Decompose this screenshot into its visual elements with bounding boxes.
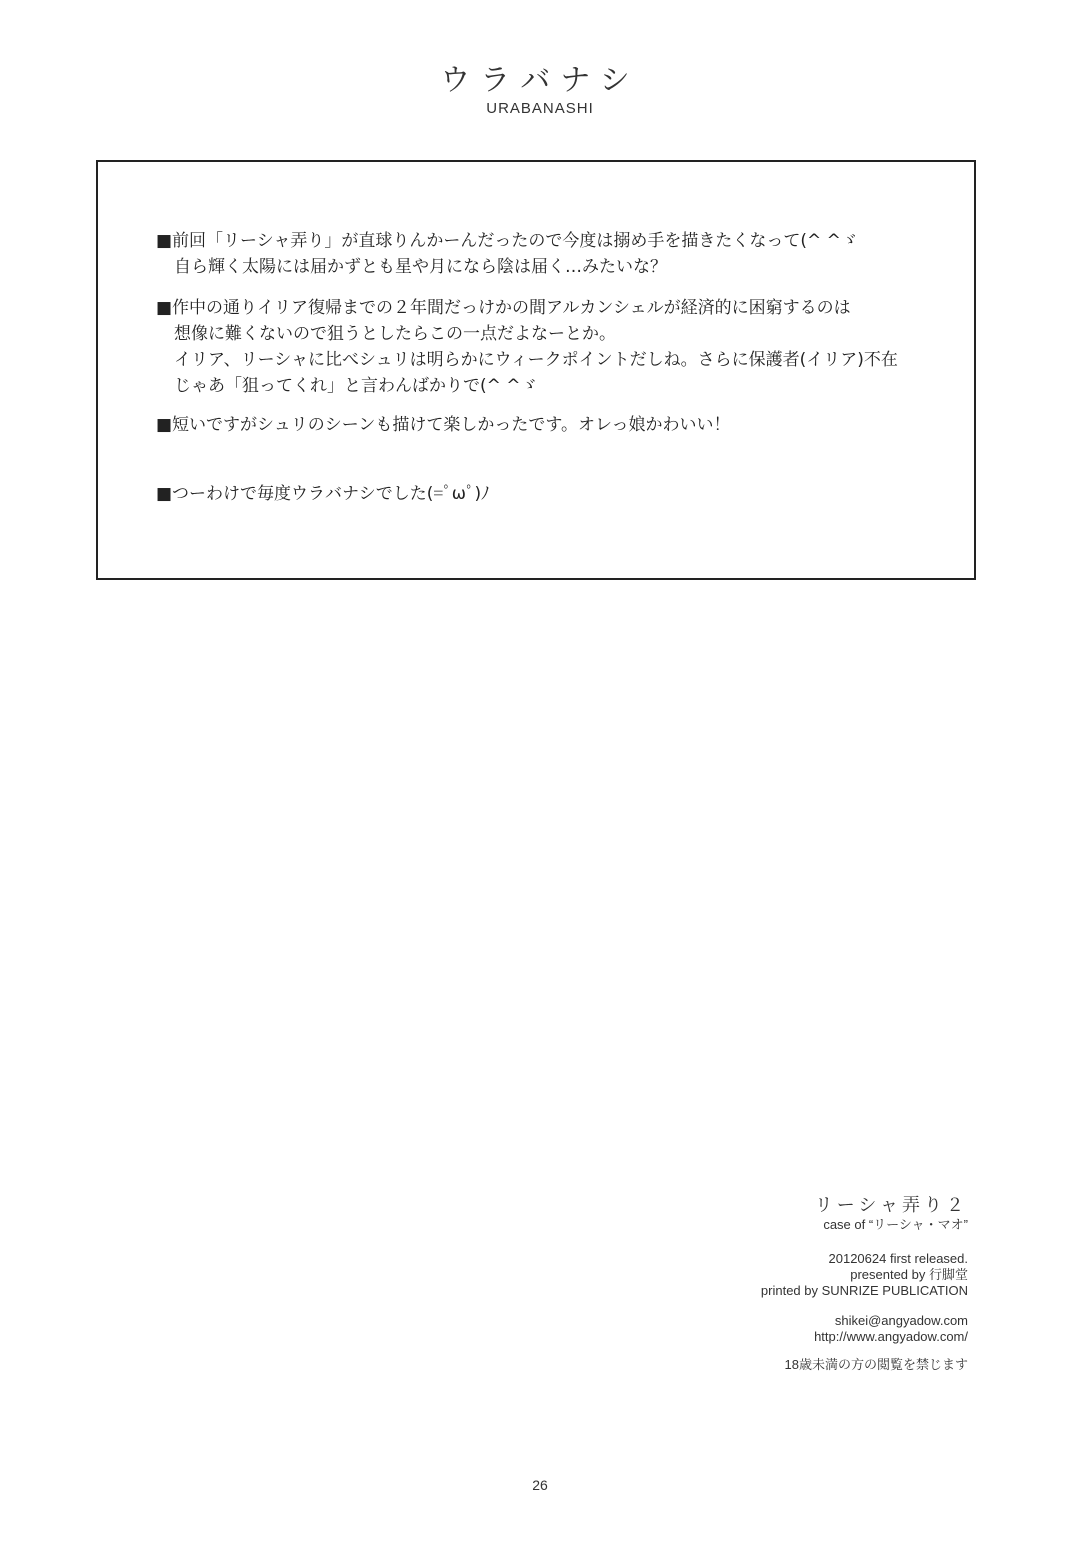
book-title: リーシャ弄り２ bbox=[814, 1195, 968, 1216]
note-line: じゃあ「狙ってくれ」と言わんばかりで(^ ^ゞ bbox=[174, 376, 538, 396]
note-line: ■作中の通りイリア復帰までの２年間だっけかの間アルカンシェルが経済的に困窮するのは bbox=[156, 298, 851, 318]
note-line: 自ら輝く太陽には届かずとも星や月になら陰は届く…みたいな？ bbox=[174, 257, 667, 277]
age-notice: 18歳未満の方の閲覧を禁じます bbox=[784, 1357, 968, 1372]
note-line: ■短いですがシュリのシーンも描けて楽しかったです。オレっ娘かわいい！ bbox=[156, 415, 731, 435]
note-line: ■つーわけで毎度ウラバナシでした(=ﾟωﾟ)ﾉ bbox=[156, 484, 490, 504]
colophon bbox=[568, 1195, 968, 1373]
page-subtitle: URABANASHI bbox=[486, 100, 594, 117]
note-item-2 bbox=[156, 295, 898, 399]
page-header bbox=[0, 64, 1080, 118]
presented-by: presented by 行脚堂 bbox=[850, 1267, 968, 1282]
note-item-3 bbox=[156, 412, 731, 438]
website-url: http://www.angyadow.com/ bbox=[814, 1329, 968, 1344]
release-date: 20120624 first released. bbox=[828, 1251, 968, 1266]
page-number: 26 bbox=[532, 1477, 548, 1493]
case-line: case of “リーシャ・マオ” bbox=[823, 1217, 968, 1232]
afterword-box bbox=[96, 160, 976, 580]
note-line: イリア、リーシャに比べシュリは明らかにウィークポイントだしね。さらに保護者(イリア)不在 bbox=[174, 350, 898, 370]
page-title: ウラバナシ bbox=[440, 63, 640, 98]
note-line: 想像に難くないので狙うとしたらこの一点だよなーとか。 bbox=[174, 324, 616, 344]
printed-by: printed by SUNRIZE PUBLICATION bbox=[760, 1283, 968, 1298]
note-item-4 bbox=[156, 481, 490, 507]
note-item-1 bbox=[156, 228, 858, 280]
note-line: ■前回「リーシャ弄り」が直球りんかーんだったので今度は搦め手を描きたくなって(^ ^ゞ bbox=[156, 231, 858, 251]
contact-email: shikei@angyadow.com bbox=[834, 1313, 968, 1328]
